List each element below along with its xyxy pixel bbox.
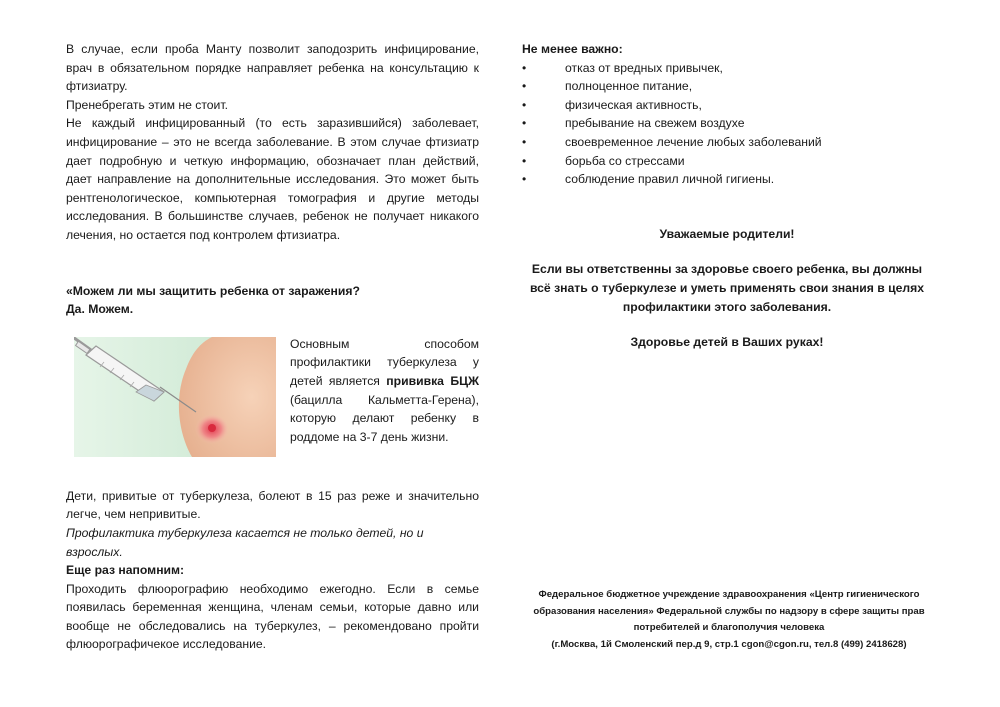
bullet-icon: • <box>522 172 527 187</box>
bullet-icon: • <box>522 116 527 131</box>
list-item: • борьба со стрессами <box>522 152 932 171</box>
answer-heading: Да. Можем. <box>66 302 134 317</box>
organization-contacts: (г.Москва, 1й Смоленский пер.д 9, стр.1 cgon@cgon.ru, тел.8 (499) 2418628) <box>551 638 907 650</box>
bullet-icon: • <box>522 79 527 94</box>
list-item: • полноценное питание, <box>522 77 932 96</box>
recommendations-list <box>522 59 932 189</box>
paragraph-mantoux: В случае, если проба Манту позволит заподозрить инфицирование, врач в обязательном порядке направляет ребенка на консультацию к фтизиатру. <box>66 42 479 94</box>
list-item: • пребывание на свежем воздухе <box>522 114 932 133</box>
paragraph-vaccinated-children: Дети, привитые от туберкулеза, болеют в 15 раз реже и значительно легче, чем непривитые. <box>66 488 479 522</box>
list-item: • соблюдение правил личной гигиены. <box>522 170 932 189</box>
closing-text: Здоровье детей в Ваших руках! <box>630 335 824 350</box>
vaccination-block <box>66 337 479 467</box>
injection-point <box>208 424 216 432</box>
vaccination-text-part2: (бацилла Кальметта-Герена), которую делают ребенку в роддоме на 3-7 день жизни. <box>290 392 479 444</box>
right-column <box>522 40 932 352</box>
bullet-icon: • <box>522 153 527 168</box>
reminder-heading: Еще раз напомним: <box>66 563 185 578</box>
bcg-vaccine-label: прививка БЦЖ <box>386 373 480 388</box>
list-item: • своевременное лечение любых заболеваний <box>522 133 932 152</box>
parents-appeal <box>522 225 932 352</box>
list-item: • отказ от вредных привычек, <box>522 59 932 78</box>
vaccination-text <box>290 335 479 447</box>
skin-shape <box>179 337 276 457</box>
vaccination-text-part1: Основным способом профилактики туберкулеза у детей является <box>290 336 479 388</box>
vaccination-illustration <box>74 337 276 457</box>
list-item: • физическая активность, <box>522 96 932 115</box>
question-heading: «Можем ли мы защитить ребенка от заражения? <box>66 283 360 298</box>
paragraph-infection-info: Не каждый инфицированный (то есть заразившийся) заболевает, инфицирование – это не всегда заболевание. В этом случае фтизиатр дает подробную и четкую информацию, обозначает план действий, дает направление на дополнительные исследования. Это может быть рентгенологическое, компьютерная томография и другие методы исследования. В большинстве случаев, ребенок не получает никакого лечения, но остается под контролем фтизиатра. <box>66 116 479 242</box>
paragraph-do-not-neglect: Пренебрегать этим не стоит. <box>66 97 228 112</box>
left-column <box>66 40 479 654</box>
organization-name: Федеральное бюджетное учреждение здравоохранения «Центр гигиенического образования населения» Федеральной службы по надзору в сфере защиты прав потребителей и благополучия человека <box>533 589 925 633</box>
bullet-icon: • <box>522 97 527 112</box>
bullet-icon: • <box>522 134 527 149</box>
paragraph-fluorography: Проходить флюорографию необходимо ежегодно. Если в семье появилась беременная женщина, членам семьи, которые давно или вообще не обследовались на туберкулез, – рекомендовано пройти флюорографичекое исследование. <box>66 581 479 652</box>
appeal-text: Если вы ответственны за здоровье своего ребенка, вы должны всё знать о туберкулезе и уметь применять свои знания в целях профилактики этого заболевания. <box>529 262 925 314</box>
bullet-icon: • <box>522 60 527 75</box>
paragraph-adults-prevention: Профилактика туберкулеза касается не только детей, но и взрослых. <box>66 525 424 559</box>
important-heading: Не менее важно: <box>522 42 623 56</box>
greeting-heading: Уважаемые родители! <box>659 226 795 241</box>
organization-footer <box>524 587 934 653</box>
